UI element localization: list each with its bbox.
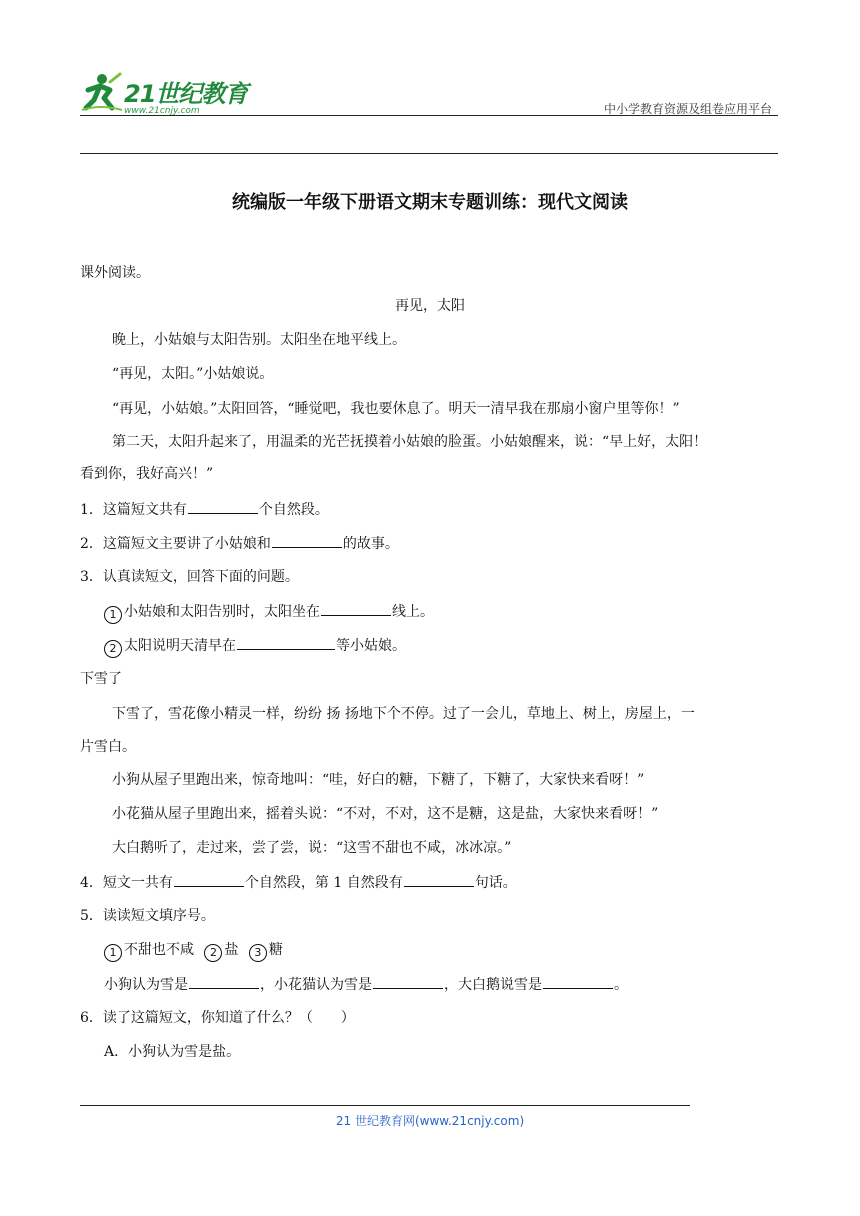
passage2-paragraph: 下雪了，雪花像小精灵一样，纷纷 扬 扬地下个不停。过了一会儿，草地上、树上，房屋上，一 [112,706,695,722]
question-text: 线上。 [392,604,434,620]
option-text: 不甜也不咸 [124,942,194,958]
passage2-paragraph: 小花猫从屋子里跑出来，摇着头说：“不对，不对，这不是糖，这是盐，大家快来看呀！” [112,806,659,822]
question-5: 5．读读短文填序号。 [80,908,215,924]
question-text: ，大白鹅说雪是 [444,977,542,993]
header-divider-lower [80,153,778,154]
question-text: 等小姑娘。 [336,638,406,654]
question-4 [80,872,517,893]
answer-blank[interactable] [321,601,391,616]
question-text: 个自然段。 [258,502,329,518]
passage2-paragraph: 小狗从屋子里跑出来，惊奇地叫：“哇，好白的糖，下糖了，下糖了，大家快来看呀！” [112,772,645,788]
question-text: ，小花猫认为雪是 [260,977,372,993]
question-text: 个自然段，第 1 自然段有 [244,875,403,891]
circled-number: 1 [104,606,122,624]
question-text: 。 [614,977,628,993]
answer-blank[interactable] [272,533,342,548]
question-text: 的故事。 [342,536,399,552]
question-6-option-a: A．小狗认为雪是盐。 [104,1044,241,1060]
answer-blank[interactable] [404,872,474,887]
logo-wordmark: 21世纪教育 [124,80,248,108]
page-title: 统编版一年级下册语文期末专题训练：现代文阅读 [232,192,628,213]
footer-divider [80,1105,690,1106]
answer-blank[interactable] [373,974,443,989]
passage2-title: 下雪了 [80,671,122,687]
question-1 [80,499,329,520]
question-3: 3．认真读短文，回答下面的问题。 [80,569,299,585]
passage2-paragraph-cont: 片雪白。 [80,739,136,755]
answer-blank[interactable] [174,872,244,887]
passage1-paragraph-cont: 看到你，我好高兴！” [80,466,214,482]
passage1-paragraph: 第二天，太阳升起来了，用温柔的光芒抚摸着小姑娘的脸蛋。小姑娘醒来，说：“早上好，太阳！ [112,434,708,450]
question-text: 小狗认为雪是 [104,977,188,993]
answer-blank[interactable] [543,974,613,989]
site-logo [80,70,250,120]
passage1-paragraph: 晚上，小姑娘与太阳告别。太阳坐在地平线上。 [112,332,406,348]
passage2-paragraph: 大白鹅听了，走过来，尝了尝，说：“这雪不甜也不咸，冰冰凉。” [112,840,512,856]
question-text: 句话。 [474,875,517,891]
question-5-options [104,940,283,962]
runner-logo-icon [80,70,124,114]
question-text: 1．这篇短文共有 [80,502,187,518]
option-text: 糖 [268,942,283,958]
question-text: 小姑娘和太阳告别时，太阳坐在 [124,604,320,620]
option-text: 盐 [224,942,239,958]
logo-url: www.21cnjy.com [124,106,200,116]
footer-link[interactable]: 21 世纪教育网(www.21cnjy.com) [335,1114,525,1128]
intro-text: 课外阅读。 [80,265,150,281]
passage1-paragraph: “再见，太阳。”小姑娘说。 [112,366,274,382]
question-2 [80,533,399,554]
answer-blank[interactable] [237,635,335,650]
passage1-paragraph: “再见，小姑娘。”太阳回答，“睡觉吧，我也要休息了。明天一清早我在那扇小窗户里等你！” [112,401,680,417]
question-5-fill [104,974,628,995]
header-divider [80,115,778,116]
question-text: 太阳说明天清早在 [124,638,236,654]
circled-number: 1 [104,944,122,962]
question-text: 2．这篇短文主要讲了小姑娘和 [80,536,271,552]
platform-name: 中小学教育资源及组卷应用平台 [603,102,772,116]
circled-number: 2 [204,944,222,962]
question-3-2 [104,635,406,658]
question-3-1 [104,601,434,624]
question-text: 4．短文一共有 [80,875,173,891]
passage1-title: 再见，太阳 [395,298,465,314]
answer-blank[interactable] [188,499,258,514]
question-6: 6．读了这篇短文，你知道了什么？（ ） [80,1010,355,1026]
answer-blank[interactable] [189,974,259,989]
circled-number: 3 [249,944,267,962]
circled-number: 2 [104,640,122,658]
